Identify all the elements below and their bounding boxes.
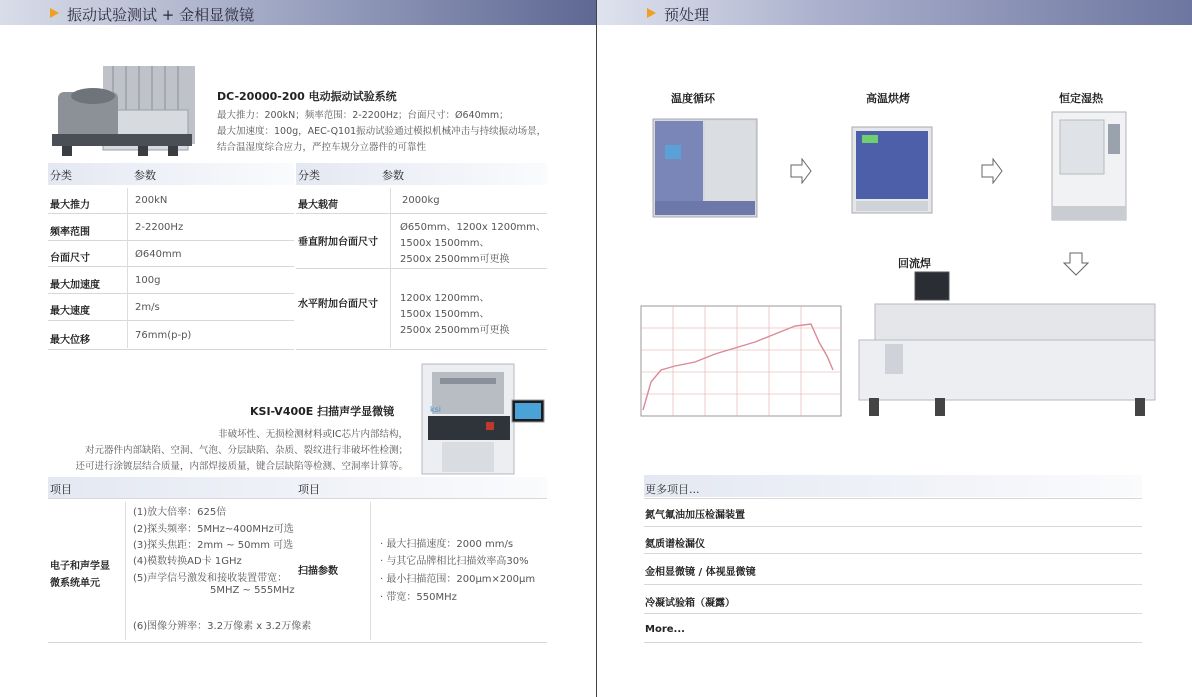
t1-key-5: 最大位移 [50,335,90,346]
ksi-desc-3: 还可进行涂镀层结合质量，内部焊接质量，键合层缺陷等检测、空洞率计算等。 [75,461,408,472]
t3-scan-0: · 最大扫描速度：2000 mm/s [380,539,514,550]
t1-key-3: 最大加速度 [50,280,100,291]
t1-key-4: 最大速度 [50,306,90,317]
ksi-desc-2: 对元器件内部缺陷、空洞、气泡、分层缺陷、杂质、裂纹进行非破坏性检测； [84,445,408,456]
t1-val-4: 2m/s [135,302,160,313]
t2-val-0: 2000kg [402,195,440,206]
table1-h-param: 参数 [134,169,156,182]
t1-val-2: Ø640mm [135,249,182,260]
t3-scan-2: · 最小扫描范围：200μm×200μm [380,574,536,585]
temperature-cycle-chamber-image [651,115,761,220]
t1-val-1: 2-2200Hz [135,222,184,233]
more-item-1[interactable]: 氦质谱检漏仪 [645,539,705,550]
reflow-oven-image [855,270,1161,426]
right-header-bar [597,0,1192,25]
t1-val-0: 200kN [135,195,168,206]
left-header-title: 振动试验测试 + 金相显微镜 [67,6,255,24]
t1-val-5: 76mm(p-p) [135,330,192,341]
t1-val-3: 100g [135,275,161,286]
acoustic-microscope-image [420,360,548,476]
t2-val-2a: 1200x 1200mm、 [400,293,490,304]
dc-desc-1: 最大推力：200kN；频率范围：2-2200Hz；台面尺寸：Ø640mm； [217,110,509,121]
t1-key-2: 台面尺寸 [50,253,90,264]
triangle-bullet-icon [50,8,59,18]
t2-val-2c: 2500x 2500mm可更换 [400,325,510,336]
t3-spec-0: (1)放大倍率：625倍 [133,507,227,518]
table1-header [48,163,294,185]
dc-title: DC-20000-200 电动振动试验系统 [217,90,397,103]
t1-key-1: 频率范围 [50,227,90,238]
t3-spec-4: (5)声学信号激发和接收装置带宽： [133,573,288,584]
right-header-title: 预处理 [664,6,710,24]
t2-key-1: 垂直附加台面尺寸 [298,237,378,248]
left-header-bar [0,0,596,25]
humidity-chamber-image [1050,110,1130,222]
t2-val-1c: 2500x 2500mm可更换 [400,254,510,265]
table3-h2: 项目 [298,483,320,496]
ksi-logo: ksi [430,405,442,414]
flow-label-2: 恒定湿热 [1059,92,1103,105]
more-header [644,475,1142,497]
right-page [597,0,1192,697]
flow-label-1: 高温烘烤 [866,92,910,105]
more-item-0[interactable]: 氮气氟油加压检漏装置 [645,510,745,521]
t3-spec-2: (3)探头焦距：2mm ~ 50mm 可选 [133,540,294,551]
dc-desc-3: 结合温湿度综合应力，严控车规分立器件的可靠性 [217,142,427,153]
more-item-4[interactable]: More... [645,624,685,635]
t2-val-1b: 1500x 1500mm、 [400,238,490,249]
t2-val-1a: Ø650mm、1200x 1200mm、 [400,222,546,233]
more-title: 更多项目... [645,483,700,496]
t3-spec-6: (6)图像分辨率：3.2万像素 x 3.2万像素 [133,621,312,632]
t3-unit-1: 电子和声学显 [50,561,110,572]
table2-h-param: 参数 [382,169,404,182]
t2-val-2b: 1500x 1500mm、 [400,309,490,320]
t2-key-2: 水平附加台面尺寸 [298,299,378,310]
table2-h-cat: 分类 [298,169,320,182]
ksi-desc-1: 非破坏性、无损检测材料或IC芯片内部结构， [218,429,408,440]
flow-label-0: 温度循环 [671,92,715,105]
high-temp-oven-image [850,125,934,217]
table2-header [296,163,547,185]
t3-unit-2: 微系统单元 [50,578,100,589]
vibration-shaker-image [48,62,196,162]
t3-spec-3: (4)模数转换AD卡 1GHz [133,556,242,567]
arrow-right-icon [790,158,812,184]
t3-spec-1: (2)探头频率：5MHz~400MHz可选 [133,524,294,535]
triangle-bullet-icon [647,8,656,18]
t2-key-0: 最大载荷 [298,200,338,211]
arrow-right-icon [981,158,1003,184]
reflow-profile-chart [635,302,845,418]
more-item-3[interactable]: 冷凝试验箱（凝露） [645,598,735,609]
table3-h1: 项目 [50,483,72,496]
t3-scan-1: · 与其它品牌相比扫描效率高30% [380,556,529,567]
flow-label-3: 回流焊 [898,257,931,270]
table1-h-cat: 分类 [50,169,72,182]
t3-spec-5: 5MHZ ~ 555MHz [210,585,295,596]
ksi-title: KSI-V400E 扫描声学显微镜 [250,405,395,418]
t3-scan-3: · 带宽：550MHz [380,592,457,603]
t1-key-0: 最大推力 [50,200,90,211]
more-item-2[interactable]: 金相显微镜 / 体视显微镜 [645,567,756,578]
t3-scan-key: 扫描参数 [298,566,338,577]
dc-desc-2: 最大加速度：100g，AEC-Q101振动试验通过模拟机械冲击与持续振动场景， [217,126,547,137]
